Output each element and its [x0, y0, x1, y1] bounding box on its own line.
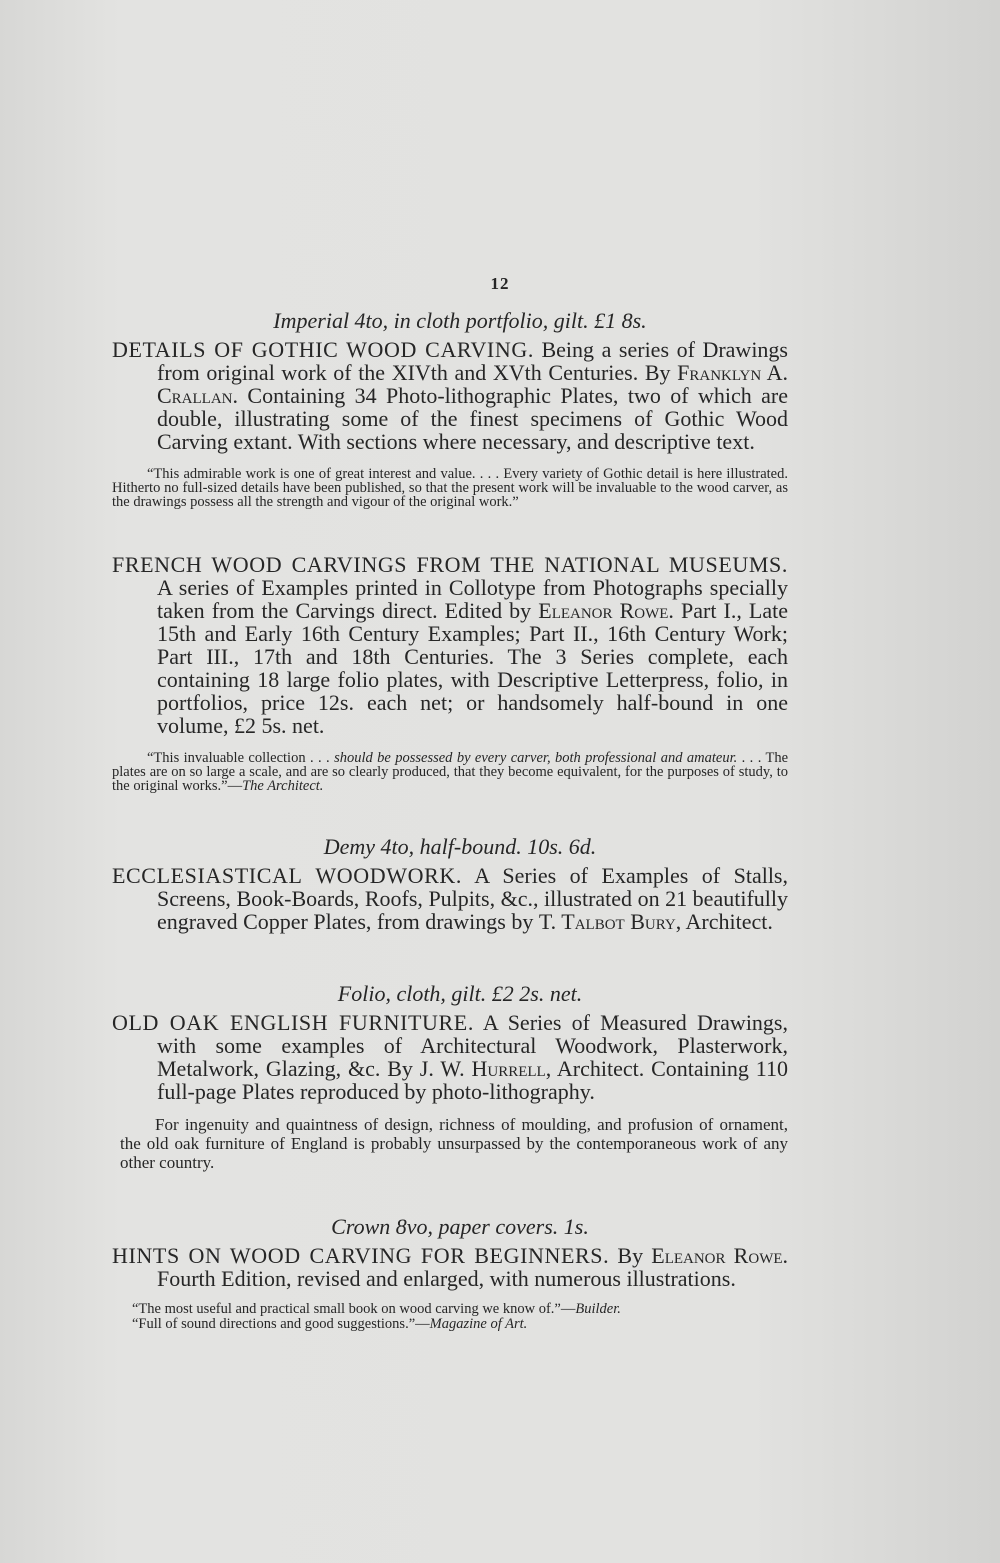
review-text: . . . The plates are on so large a scale, and are so clearly produced, that they become equivalent, for the purposes of study, to the original works.”— [112, 750, 789, 794]
entry-body [112, 553, 788, 737]
page-number: 12 [490, 274, 510, 293]
review-source: Builder. [575, 1301, 621, 1317]
review-emphasis: should be possessed by every carver, both professional and amateur. [334, 750, 738, 766]
entry-text: , Architect. [675, 909, 773, 934]
review-text: “The most useful and practical small book on wood carving we know of.”— [132, 1301, 576, 1317]
entry-body [112, 338, 788, 453]
entry-title: OLD OAK ENGLISH FURNITURE. [112, 1010, 474, 1035]
entry-title: ECCLESIASTICAL WOODWORK. [112, 863, 462, 888]
review-quotes [112, 1302, 788, 1332]
entry-text: A Series of Examples of Stalls, Screens, Book-Boards, Roofs, Pulpits, &c., illustrated on 21 beautifully engraved Copper Plates, from drawings by [157, 863, 788, 934]
entry-text: Fourth Edition, revised and enlarged, with numerous illustrations. [157, 1266, 736, 1291]
entry-text: Containing 34 Photo-lithographic Plates, two of which are double, illustrating some of the finest specimens of Gothic Wood Carving extant. With sections where necessary, and descriptive text. [157, 383, 788, 454]
format-line: Imperial 4to, in cloth portfolio, gilt. £1 8s. [273, 308, 647, 333]
entry-hints-wood-carving [112, 1214, 788, 1332]
entry-text: By [609, 1243, 652, 1268]
entry-text: A series of Examples printed in Collotype from Photographs specially taken from the Carvings direct. Edited by [157, 575, 788, 623]
entry-text: Being a series of Drawings from original work of the XIVth and XVth Centuries. By [157, 337, 788, 385]
author-name: Eleanor Rowe. [538, 598, 674, 623]
review-line [132, 1302, 788, 1317]
review-text: “This invaluable collection . . . [147, 750, 335, 766]
entry-title: DETAILS OF GOTHIC WOOD CARVING. [112, 337, 534, 362]
entry-ecclesiastical-woodwork [112, 834, 788, 933]
entry-text: , Architect. Containing 110 full-page Plates reproduced by photo-lithography. [157, 1056, 788, 1104]
author-name: Franklyn A. Crallan. [157, 360, 788, 408]
entry-title: FRENCH WOOD CARVINGS FROM THE NATIONAL MUSEUMS. [112, 552, 788, 577]
entry-body [112, 1244, 788, 1290]
format-line: Demy 4to, half-bound. 10s. 6d. [323, 834, 597, 859]
entry-text: Part I., Late 15th and Early 16th Century Examples; Part II., 16th Century Work; Part III., 17th and 18th Centuries. The 3 Series complete, each containing 18 large folio plates, with Descriptive Letterpress, folio, in portfolios, price 12s. each net; or handsomely half-bound in one volume, £2 5s. net. [157, 598, 788, 738]
format-line: Crown 8vo, paper covers. 1s. [331, 1214, 589, 1239]
entry-body [112, 864, 788, 933]
entry-french-wood-carvings [112, 553, 788, 793]
entry-text: A Series of Measured Drawings, with some examples of Architectural Woodwork, Plasterwork, Metalwork, Glazing, &c. By [157, 1010, 788, 1081]
review-source: Magazine of Art. [429, 1316, 528, 1332]
entry-title: HINTS ON WOOD CARVING FOR BEGINNERS. [112, 1243, 610, 1268]
author-name: T. Talbot Bury [538, 909, 676, 934]
review-text: “Full of sound directions and good suggestions.”— [132, 1316, 430, 1332]
review-quote [112, 751, 788, 793]
review-quote: “This admirable work is one of great interest and value. . . . Every variety of Gothic detail is here illustrated. Hitherto no full-sized details have been published, so that the present work will be invaluable to the wood carver, as the drawings possess all the strength and vigour of the original work.” [112, 466, 788, 510]
author-name: Eleanor Rowe. [651, 1243, 789, 1268]
entry-old-oak-furniture [112, 981, 788, 1172]
review-source: The Architect. [242, 778, 324, 794]
review-line [132, 1317, 788, 1332]
author-name: J. W. Hurrell [419, 1056, 546, 1081]
entry-gothic-wood-carving [112, 308, 788, 509]
description-blurb: For ingenuity and quaintness of design, richness of moulding, and profusion of ornament, the old oak furniture of England is probably unsurpassed by the contemporaneous work of any other country. [120, 1115, 788, 1172]
entry-body [112, 1011, 788, 1103]
format-line: Folio, cloth, gilt. £2 2s. net. [337, 981, 583, 1006]
